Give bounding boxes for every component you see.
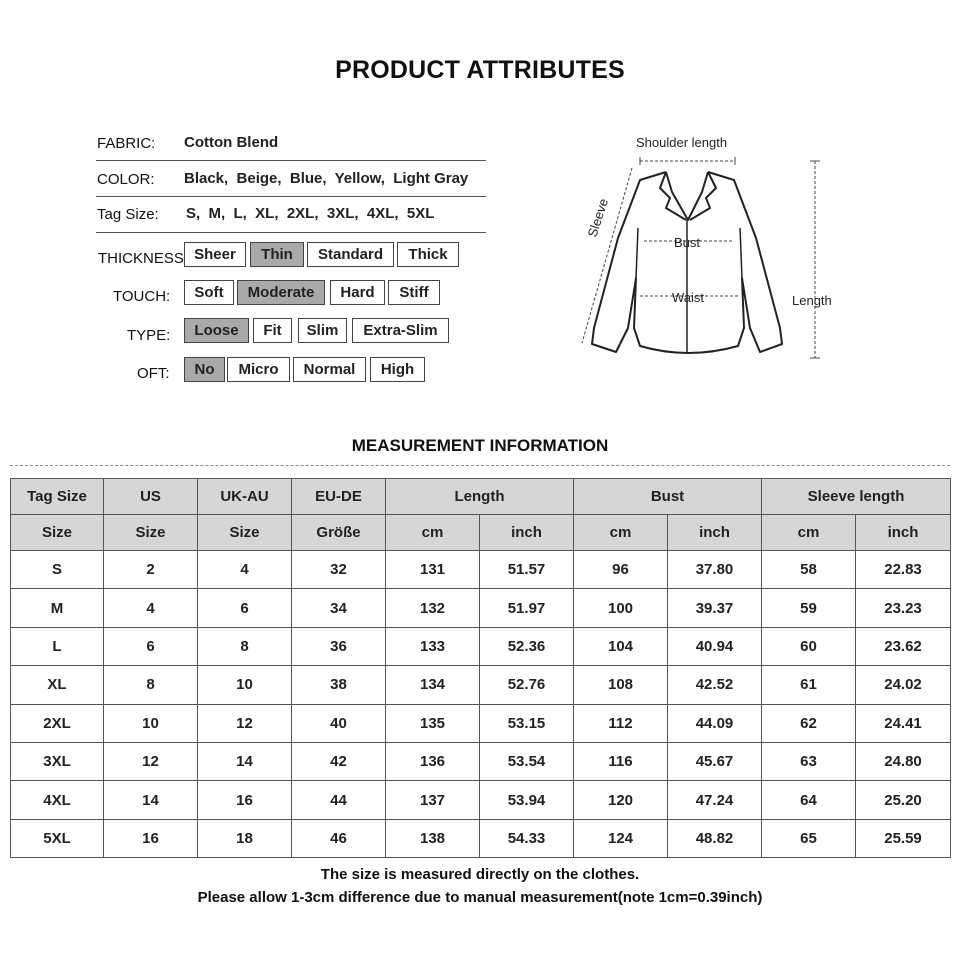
touch-option-moderate: Moderate xyxy=(237,280,325,305)
table-cell: 45.67 xyxy=(668,742,762,780)
table-cell: 42 xyxy=(292,742,386,780)
table-cell: XL xyxy=(11,666,104,704)
table-row xyxy=(11,627,951,665)
table-cell: 60 xyxy=(762,627,856,665)
table-cell: 63 xyxy=(762,742,856,780)
table-cell: 131 xyxy=(386,551,480,589)
table-cell: 138 xyxy=(386,819,480,857)
table-cell: 116 xyxy=(574,742,668,780)
table-cell: 16 xyxy=(198,781,292,819)
color-label: COLOR: xyxy=(97,171,155,188)
table-cell: 18 xyxy=(198,819,292,857)
table-cell: 12 xyxy=(198,704,292,742)
table-cell: 64 xyxy=(762,781,856,819)
table-cell: 24.80 xyxy=(856,742,951,780)
table-cell: 6 xyxy=(104,627,198,665)
table-cell: 10 xyxy=(198,666,292,704)
divider xyxy=(96,232,486,233)
table-cell: 137 xyxy=(386,781,480,819)
table-cell: 3XL xyxy=(11,742,104,780)
subheader-cell: cm xyxy=(386,515,480,551)
table-cell: 124 xyxy=(574,819,668,857)
subheader-cell: cm xyxy=(574,515,668,551)
bust-label: Bust xyxy=(674,235,701,250)
header-cell: Length xyxy=(386,479,574,515)
table-cell: 96 xyxy=(574,551,668,589)
table-row xyxy=(11,704,951,742)
waist-label: Waist xyxy=(672,290,705,305)
table-cell: 14 xyxy=(104,781,198,819)
table-cell: 2XL xyxy=(11,704,104,742)
header-cell: UK-AU xyxy=(198,479,292,515)
tag-size-value: S, M, L, XL, 2XL, 3XL, 4XL, 5XL xyxy=(186,205,435,222)
touch-option-stiff: Stiff xyxy=(388,280,440,305)
table-cell: 37.80 xyxy=(668,551,762,589)
table-cell: 136 xyxy=(386,742,480,780)
table-row xyxy=(11,781,951,819)
thickness-option-thick: Thick xyxy=(397,242,459,267)
table-cell: 16 xyxy=(104,819,198,857)
measurement-title: MEASUREMENT INFORMATION xyxy=(351,436,609,455)
table-cell: 120 xyxy=(574,781,668,819)
table-cell: 4 xyxy=(104,589,198,627)
table-cell: 53.15 xyxy=(480,704,574,742)
table-cell: 51.57 xyxy=(480,551,574,589)
subheader-cell: inch xyxy=(480,515,574,551)
table-subheader-row xyxy=(11,515,951,551)
table-cell: 6 xyxy=(198,589,292,627)
table-body xyxy=(11,551,951,858)
table-cell: 8 xyxy=(104,666,198,704)
table-cell: 10 xyxy=(104,704,198,742)
note-measured: The size is measured directly on the clothes. xyxy=(320,866,640,883)
table-cell: 34 xyxy=(292,589,386,627)
type-option-extra-slim: Extra-Slim xyxy=(352,318,449,343)
table-cell: S xyxy=(11,551,104,589)
table-cell: 42.52 xyxy=(668,666,762,704)
table-row xyxy=(11,551,951,589)
color-value: Black, Beige, Blue, Yellow, Light Gray xyxy=(184,170,469,187)
sleeve-label: Sleeve xyxy=(584,196,612,239)
table-cell: 25.20 xyxy=(856,781,951,819)
table-cell: 62 xyxy=(762,704,856,742)
type-option-slim: Slim xyxy=(298,318,347,343)
table-cell: 133 xyxy=(386,627,480,665)
subheader-cell: Size xyxy=(198,515,292,551)
header-cell: EU-DE xyxy=(292,479,386,515)
table-cell: 22.83 xyxy=(856,551,951,589)
touch-option-hard: Hard xyxy=(330,280,385,305)
header-cell: Tag Size xyxy=(11,479,104,515)
oft-option-micro: Micro xyxy=(227,357,290,382)
table-cell: 58 xyxy=(762,551,856,589)
table-cell: 52.36 xyxy=(480,627,574,665)
oft-option-no: No xyxy=(184,357,225,382)
divider xyxy=(96,160,486,161)
table-cell: 4 xyxy=(198,551,292,589)
table-cell: 39.37 xyxy=(668,589,762,627)
table-row xyxy=(11,742,951,780)
table-cell: 38 xyxy=(292,666,386,704)
table-cell: 61 xyxy=(762,666,856,704)
subheader-cell: Größe xyxy=(292,515,386,551)
table-cell: 104 xyxy=(574,627,668,665)
thickness-option-standard: Standard xyxy=(307,242,394,267)
table-cell: 132 xyxy=(386,589,480,627)
table-cell: 24.41 xyxy=(856,704,951,742)
table-cell: 52.76 xyxy=(480,666,574,704)
touch-label: TOUCH: xyxy=(113,288,171,305)
subheader-cell: inch xyxy=(668,515,762,551)
subheader-cell: Size xyxy=(104,515,198,551)
note-difference: Please allow 1-3cm difference due to manual measurement(note 1cm=0.39inch) xyxy=(197,889,763,906)
table-row xyxy=(11,666,951,704)
table-cell: 112 xyxy=(574,704,668,742)
garment-measurement-diagram xyxy=(570,128,850,368)
table-cell: 5XL xyxy=(11,819,104,857)
oft-option-high: High xyxy=(370,357,425,382)
fabric-label: FABRIC: xyxy=(97,135,156,152)
header-cell: US xyxy=(104,479,198,515)
tag-size-label: Tag Size: xyxy=(97,206,159,223)
table-cell: 40 xyxy=(292,704,386,742)
type-option-loose: Loose xyxy=(184,318,249,343)
type-label: TYPE: xyxy=(127,327,171,344)
table-cell: 44 xyxy=(292,781,386,819)
table-cell: 48.82 xyxy=(668,819,762,857)
touch-option-soft: Soft xyxy=(184,280,234,305)
table-cell: 4XL xyxy=(11,781,104,819)
oft-option-normal: Normal xyxy=(293,357,366,382)
table-cell: 100 xyxy=(574,589,668,627)
fabric-value: Cotton Blend xyxy=(184,134,279,151)
table-header-row xyxy=(11,479,951,515)
subheader-cell: Size xyxy=(11,515,104,551)
table-cell: 53.94 xyxy=(480,781,574,819)
table-cell: 32 xyxy=(292,551,386,589)
table-cell: 40.94 xyxy=(668,627,762,665)
table-cell: 135 xyxy=(386,704,480,742)
table-cell: 44.09 xyxy=(668,704,762,742)
table-cell: 134 xyxy=(386,666,480,704)
table-cell: 14 xyxy=(198,742,292,780)
table-cell: 23.23 xyxy=(856,589,951,627)
size-chart-table xyxy=(10,478,951,858)
type-option-fit: Fit xyxy=(253,318,292,343)
table-cell: 65 xyxy=(762,819,856,857)
table-row xyxy=(11,589,951,627)
table-cell: 24.02 xyxy=(856,666,951,704)
subheader-cell: cm xyxy=(762,515,856,551)
table-cell: 59 xyxy=(762,589,856,627)
thickness-option-sheer: Sheer xyxy=(184,242,246,267)
divider xyxy=(96,196,486,197)
shoulder-length-label: Shoulder length xyxy=(636,135,728,150)
length-label: Length xyxy=(792,293,832,308)
header-cell: Sleeve length xyxy=(762,479,951,515)
subheader-cell: inch xyxy=(856,515,951,551)
table-cell: L xyxy=(11,627,104,665)
thickness-label: THICKNESS xyxy=(98,250,184,267)
dashed-divider xyxy=(10,465,950,466)
blazer-outline-icon xyxy=(592,172,782,354)
table-cell: 36 xyxy=(292,627,386,665)
table-cell: 8 xyxy=(198,627,292,665)
oft-label: OFT: xyxy=(137,365,170,382)
table-cell: 25.59 xyxy=(856,819,951,857)
table-cell: 12 xyxy=(104,742,198,780)
header-cell: Bust xyxy=(574,479,762,515)
table-cell: 46 xyxy=(292,819,386,857)
thickness-option-thin: Thin xyxy=(250,242,304,267)
table-row xyxy=(11,819,951,857)
table-cell: 53.54 xyxy=(480,742,574,780)
table-cell: 23.62 xyxy=(856,627,951,665)
table-cell: 54.33 xyxy=(480,819,574,857)
table-cell: 108 xyxy=(574,666,668,704)
table-cell: M xyxy=(11,589,104,627)
table-cell: 2 xyxy=(104,551,198,589)
table-cell: 47.24 xyxy=(668,781,762,819)
table-cell: 51.97 xyxy=(480,589,574,627)
page-title: PRODUCT ATTRIBUTES xyxy=(335,56,625,84)
